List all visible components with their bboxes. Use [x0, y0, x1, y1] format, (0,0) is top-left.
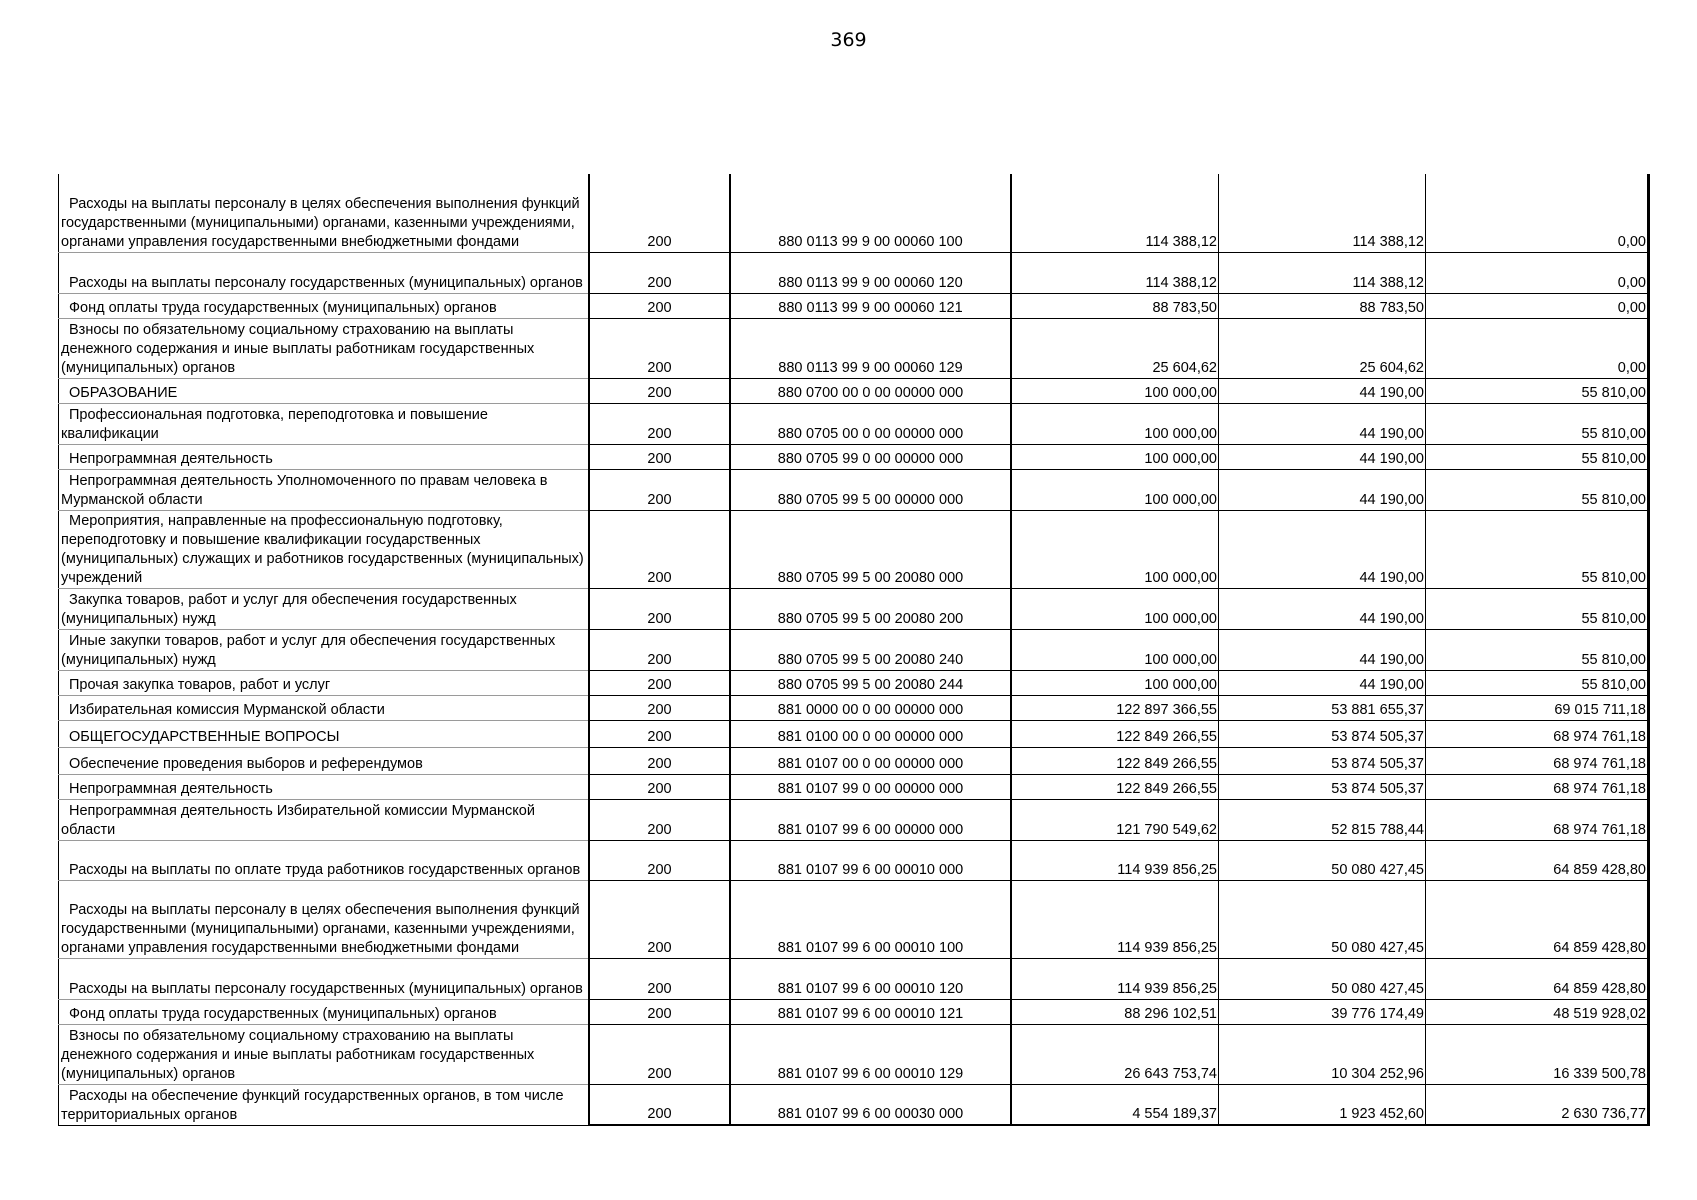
row-kbk: 880 0705 99 5 00 20080 244: [730, 670, 1011, 695]
row-approved: 114 939 856,25: [1011, 958, 1219, 999]
row-name: [59, 695, 589, 720]
row-name: [59, 378, 589, 403]
table-row: [59, 1084, 1649, 1125]
row-unexecuted: 0,00: [1426, 318, 1649, 378]
row-code: 200: [589, 695, 730, 720]
table-row: [59, 403, 1649, 444]
row-kbk: 881 0107 99 6 00 00010 100: [730, 880, 1011, 958]
row-kbk: 881 0107 00 0 00 00000 000: [730, 747, 1011, 774]
row-name-text: Непрограммная деятельность: [69, 450, 273, 467]
row-executed: 88 783,50: [1219, 293, 1426, 318]
row-kbk: 881 0107 99 6 00 00010 120: [730, 958, 1011, 999]
row-name-text: Прочая закупка товаров, работ и услуг: [69, 676, 331, 693]
row-unexecuted: 64 859 428,80: [1426, 840, 1649, 880]
row-approved: 100 000,00: [1011, 444, 1219, 469]
row-unexecuted: 64 859 428,80: [1426, 880, 1649, 958]
row-code: 200: [589, 799, 730, 840]
row-name-text: Закупка товаров, работ и услуг для обеспечения государственных (муниципальных) нужд: [61, 591, 517, 627]
row-unexecuted: 55 810,00: [1426, 378, 1649, 403]
row-unexecuted: 2 630 736,77: [1426, 1084, 1649, 1125]
row-name: [59, 174, 589, 252]
page-number: 369: [830, 29, 867, 51]
row-kbk: 881 0107 99 6 00 00030 000: [730, 1084, 1011, 1125]
row-name-text: ОБЩЕГОСУДАРСТВЕННЫЕ ВОПРОСЫ: [69, 728, 340, 745]
row-kbk: 880 0705 00 0 00 00000 000: [730, 403, 1011, 444]
row-unexecuted: 55 810,00: [1426, 469, 1649, 510]
table-row: [59, 880, 1649, 958]
row-name-text: Взносы по обязательному социальному страхованию на выплаты денежного содержания и иные выплаты работникам государственных (муниципальных) органов: [61, 321, 535, 376]
row-unexecuted: 68 974 761,18: [1426, 799, 1649, 840]
row-unexecuted: 68 974 761,18: [1426, 747, 1649, 774]
row-code: 200: [589, 629, 730, 670]
row-approved: 100 000,00: [1011, 403, 1219, 444]
row-kbk: 880 0705 99 5 00 20080 240: [730, 629, 1011, 670]
row-executed: 114 388,12: [1219, 252, 1426, 293]
row-approved: 100 000,00: [1011, 378, 1219, 403]
row-code: 200: [589, 469, 730, 510]
row-kbk: 881 0100 00 0 00 00000 000: [730, 720, 1011, 747]
row-code: 200: [589, 999, 730, 1024]
row-name: [59, 720, 589, 747]
row-code: 200: [589, 670, 730, 695]
row-code: 200: [589, 880, 730, 958]
row-kbk: 881 0107 99 6 00 00000 000: [730, 799, 1011, 840]
row-name: [59, 774, 589, 799]
row-approved: 26 643 753,74: [1011, 1024, 1219, 1084]
row-name-text: Непрограммная деятельность Избирательной комиссии Мурманской области: [61, 802, 535, 838]
row-name: [59, 629, 589, 670]
row-name: [59, 1084, 589, 1125]
row-name-text: Непрограммная деятельность Уполномоченного по правам человека в Мурманской области: [61, 472, 548, 508]
row-kbk: 880 0113 99 9 00 00060 121: [730, 293, 1011, 318]
row-approved: 114 939 856,25: [1011, 880, 1219, 958]
row-approved: 100 000,00: [1011, 510, 1219, 588]
row-approved: 122 849 266,55: [1011, 720, 1219, 747]
row-executed: 114 388,12: [1219, 174, 1426, 252]
row-name-text: ОБРАЗОВАНИЕ: [69, 384, 178, 401]
row-name: [59, 444, 589, 469]
row-executed: 52 815 788,44: [1219, 799, 1426, 840]
row-approved: 100 000,00: [1011, 629, 1219, 670]
row-unexecuted: 48 519 928,02: [1426, 999, 1649, 1024]
row-name-text: Фонд оплаты труда государственных (муниципальных) органов: [69, 299, 497, 316]
row-name: [59, 747, 589, 774]
row-code: 200: [589, 588, 730, 629]
row-name: [59, 958, 589, 999]
row-approved: 121 790 549,62: [1011, 799, 1219, 840]
row-code: 200: [589, 840, 730, 880]
row-unexecuted: 68 974 761,18: [1426, 720, 1649, 747]
row-kbk: 881 0107 99 6 00 00010 129: [730, 1024, 1011, 1084]
row-executed: 50 080 427,45: [1219, 880, 1426, 958]
row-name-text: Фонд оплаты труда государственных (муниципальных) органов: [69, 1005, 497, 1022]
row-unexecuted: 0,00: [1426, 293, 1649, 318]
table-row: [59, 444, 1649, 469]
row-name: [59, 880, 589, 958]
row-executed: 1 923 452,60: [1219, 1084, 1426, 1125]
row-name: [59, 469, 589, 510]
row-name-text: Взносы по обязательному социальному страхованию на выплаты денежного содержания и иные выплаты работникам государственных (муниципальных) органов: [61, 1027, 535, 1082]
table-row: [59, 1024, 1649, 1084]
row-kbk: 880 0705 99 0 00 00000 000: [730, 444, 1011, 469]
row-code: 200: [589, 318, 730, 378]
row-executed: 53 874 505,37: [1219, 774, 1426, 799]
row-unexecuted: 55 810,00: [1426, 403, 1649, 444]
row-unexecuted: 55 810,00: [1426, 588, 1649, 629]
row-unexecuted: 0,00: [1426, 252, 1649, 293]
row-executed: 44 190,00: [1219, 444, 1426, 469]
table-row: [59, 747, 1649, 774]
row-approved: 114 939 856,25: [1011, 840, 1219, 880]
budget-execution-table: [58, 174, 1650, 1126]
row-unexecuted: 55 810,00: [1426, 670, 1649, 695]
row-name: [59, 510, 589, 588]
row-name: [59, 799, 589, 840]
row-kbk: 880 0700 00 0 00 00000 000: [730, 378, 1011, 403]
table-row: [59, 469, 1649, 510]
row-name-text: Профессиональная подготовка, переподготовка и повышение квалификации: [61, 406, 488, 442]
row-executed: 53 874 505,37: [1219, 720, 1426, 747]
row-name-text: Обеспечение проведения выборов и референдумов: [69, 755, 423, 772]
row-approved: 25 604,62: [1011, 318, 1219, 378]
table-body: [59, 174, 1649, 1125]
row-name: [59, 403, 589, 444]
row-executed: 39 776 174,49: [1219, 999, 1426, 1024]
row-code: 200: [589, 958, 730, 999]
row-kbk: 880 0705 99 5 00 20080 200: [730, 588, 1011, 629]
row-name: [59, 670, 589, 695]
row-name-text: Расходы на выплаты персоналу государственных (муниципальных) органов: [69, 274, 583, 291]
row-executed: 53 874 505,37: [1219, 747, 1426, 774]
table-row: [59, 958, 1649, 999]
row-approved: 114 388,12: [1011, 174, 1219, 252]
row-name-text: Мероприятия, направленные на профессиональную подготовку, переподготовку и повышение квалификации государственных (муниципальных) служащих и работников государственных (муниципальных) учреждений: [61, 512, 584, 586]
row-code: 200: [589, 378, 730, 403]
row-name: [59, 1024, 589, 1084]
row-executed: 44 190,00: [1219, 378, 1426, 403]
row-kbk: 880 0705 99 5 00 00000 000: [730, 469, 1011, 510]
row-code: 200: [589, 444, 730, 469]
row-unexecuted: 55 810,00: [1426, 629, 1649, 670]
row-code: 200: [589, 747, 730, 774]
row-name-text: Расходы на выплаты персоналу в целях обеспечения выполнения функций государственными (муниципальными) органами, казенными учреждениями, органами управления государственными внебюджетными фондами: [61, 195, 580, 250]
row-approved: 100 000,00: [1011, 588, 1219, 629]
row-name: [59, 840, 589, 880]
row-approved: 122 849 266,55: [1011, 774, 1219, 799]
table-row: [59, 252, 1649, 293]
row-kbk: 880 0705 99 5 00 20080 000: [730, 510, 1011, 588]
table-row: [59, 588, 1649, 629]
row-unexecuted: 0,00: [1426, 174, 1649, 252]
table-row: [59, 720, 1649, 747]
row-unexecuted: 68 974 761,18: [1426, 774, 1649, 799]
table-row: [59, 629, 1649, 670]
row-executed: 44 190,00: [1219, 588, 1426, 629]
row-approved: 100 000,00: [1011, 670, 1219, 695]
row-kbk: 881 0107 99 6 00 00010 121: [730, 999, 1011, 1024]
table-row: [59, 840, 1649, 880]
table-row: [59, 378, 1649, 403]
row-kbk: 881 0000 00 0 00 00000 000: [730, 695, 1011, 720]
row-unexecuted: 55 810,00: [1426, 510, 1649, 588]
row-kbk: 880 0113 99 9 00 00060 100: [730, 174, 1011, 252]
row-executed: 50 080 427,45: [1219, 958, 1426, 999]
table-row: [59, 799, 1649, 840]
row-kbk: 881 0107 99 0 00 00000 000: [730, 774, 1011, 799]
row-name-text: Расходы на выплаты по оплате труда работников государственных органов: [69, 861, 581, 878]
row-name-text: Иные закупки товаров, работ и услуг для обеспечения государственных (муниципальных) нужд: [61, 632, 556, 668]
row-executed: 10 304 252,96: [1219, 1024, 1426, 1084]
row-name-text: Избирательная комиссия Мурманской области: [69, 701, 385, 718]
row-code: 200: [589, 174, 730, 252]
row-code: 200: [589, 293, 730, 318]
row-unexecuted: 55 810,00: [1426, 444, 1649, 469]
row-kbk: 880 0113 99 9 00 00060 120: [730, 252, 1011, 293]
table-row: [59, 670, 1649, 695]
row-name-text: Расходы на выплаты персоналу в целях обеспечения выполнения функций государственными (муниципальными) органами, казенными учреждениями, органами управления государственными внебюджетными фондами: [61, 901, 580, 956]
row-unexecuted: 69 015 711,18: [1426, 695, 1649, 720]
row-code: 200: [589, 1024, 730, 1084]
row-executed: 44 190,00: [1219, 403, 1426, 444]
row-approved: 114 388,12: [1011, 252, 1219, 293]
row-kbk: 880 0113 99 9 00 00060 129: [730, 318, 1011, 378]
row-name: [59, 588, 589, 629]
row-code: 200: [589, 774, 730, 799]
row-code: 200: [589, 510, 730, 588]
table-row: [59, 510, 1649, 588]
row-name: [59, 252, 589, 293]
row-executed: 25 604,62: [1219, 318, 1426, 378]
row-executed: 44 190,00: [1219, 510, 1426, 588]
row-approved: 88 783,50: [1011, 293, 1219, 318]
row-approved: 122 849 266,55: [1011, 747, 1219, 774]
row-name: [59, 999, 589, 1024]
row-kbk: 881 0107 99 6 00 00010 000: [730, 840, 1011, 880]
table-row: [59, 318, 1649, 378]
table-row: [59, 174, 1649, 252]
row-approved: 88 296 102,51: [1011, 999, 1219, 1024]
row-executed: 50 080 427,45: [1219, 840, 1426, 880]
row-code: 200: [589, 403, 730, 444]
row-name-text: Расходы на обеспечение функций государственных органов, в том числе территориальных органов: [61, 1087, 564, 1123]
row-executed: 44 190,00: [1219, 629, 1426, 670]
row-executed: 44 190,00: [1219, 670, 1426, 695]
row-code: 200: [589, 252, 730, 293]
row-unexecuted: 16 339 500,78: [1426, 1024, 1649, 1084]
row-name-text: Расходы на выплаты персоналу государственных (муниципальных) органов: [69, 980, 583, 997]
table-row: [59, 293, 1649, 318]
row-approved: 4 554 189,37: [1011, 1084, 1219, 1125]
row-approved: 122 897 366,55: [1011, 695, 1219, 720]
row-code: 200: [589, 1084, 730, 1125]
row-approved: 100 000,00: [1011, 469, 1219, 510]
row-executed: 53 881 655,37: [1219, 695, 1426, 720]
row-name: [59, 318, 589, 378]
table-row: [59, 774, 1649, 799]
row-code: 200: [589, 720, 730, 747]
table-row: [59, 695, 1649, 720]
row-name: [59, 293, 589, 318]
row-executed: 44 190,00: [1219, 469, 1426, 510]
table-row: [59, 999, 1649, 1024]
row-unexecuted: 64 859 428,80: [1426, 958, 1649, 999]
row-name-text: Непрограммная деятельность: [69, 780, 273, 797]
